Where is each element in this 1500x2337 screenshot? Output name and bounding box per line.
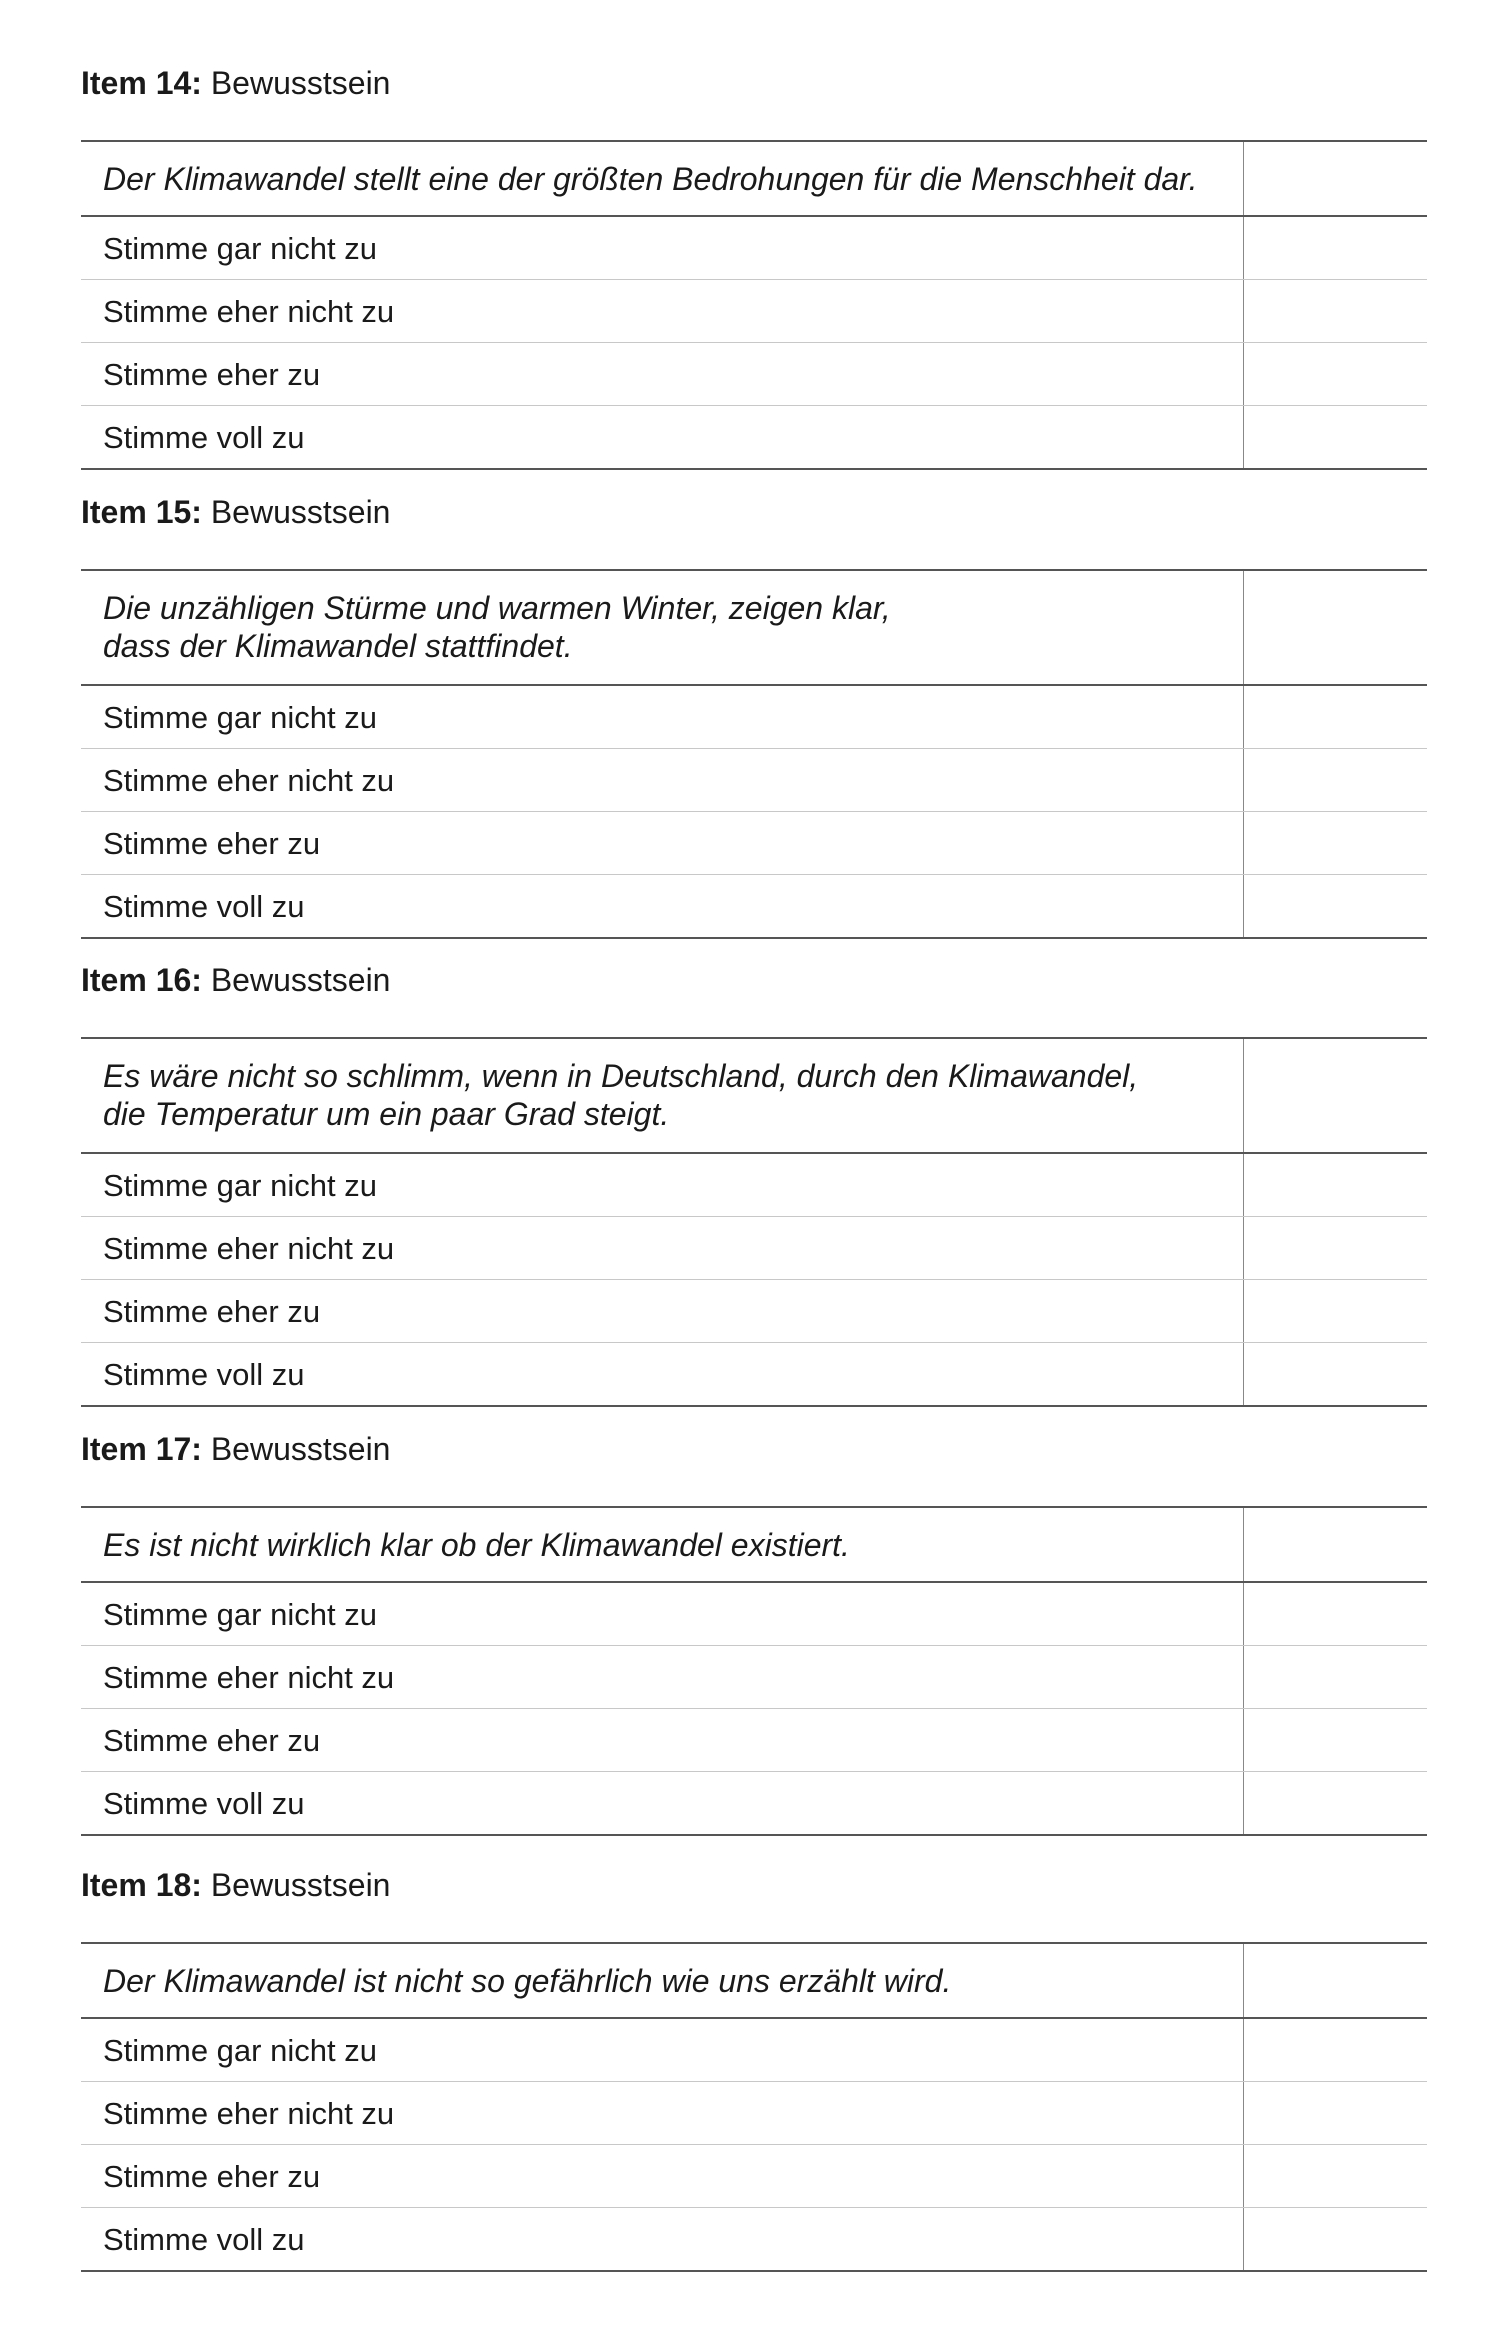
option-label: Stimme gar nicht zu bbox=[103, 1597, 377, 1632]
option-label: Stimme voll zu bbox=[103, 889, 305, 924]
option-label: Stimme eher zu bbox=[103, 357, 321, 392]
response-table bbox=[81, 140, 1427, 470]
option-label: Stimme eher nicht zu bbox=[103, 1660, 395, 1695]
option-row[interactable] bbox=[81, 1279, 1427, 1342]
statement-text bbox=[103, 1057, 1227, 1133]
answer-check-cell[interactable] bbox=[1243, 1583, 1428, 1645]
option-row[interactable] bbox=[81, 215, 1427, 279]
statement-check-cell bbox=[1243, 1039, 1428, 1152]
statement-line: die Temperatur um ein paar Grad steigt. bbox=[103, 1096, 670, 1132]
answer-check-cell[interactable] bbox=[1243, 1709, 1428, 1771]
answer-check-cell[interactable] bbox=[1243, 686, 1428, 748]
item-title bbox=[81, 495, 390, 529]
option-row[interactable] bbox=[81, 811, 1427, 874]
option-row[interactable] bbox=[81, 1342, 1427, 1405]
option-row[interactable] bbox=[81, 1771, 1427, 1834]
statement-row bbox=[81, 1039, 1427, 1152]
answer-check-cell[interactable] bbox=[1243, 280, 1428, 342]
statement-check-cell bbox=[1243, 1508, 1428, 1581]
answer-check-cell[interactable] bbox=[1243, 2208, 1428, 2270]
option-row[interactable] bbox=[81, 405, 1427, 468]
option-row[interactable] bbox=[81, 874, 1427, 937]
statement-check-cell bbox=[1243, 142, 1428, 215]
statement-line: Der Klimawandel ist nicht so gefährlich wie uns erzählt wird. bbox=[103, 1963, 952, 1999]
statement-row bbox=[81, 142, 1427, 215]
answer-check-cell[interactable] bbox=[1243, 875, 1428, 937]
statement-row bbox=[81, 1508, 1427, 1581]
answer-check-cell[interactable] bbox=[1243, 2082, 1428, 2144]
option-label: Stimme eher nicht zu bbox=[103, 294, 395, 329]
answer-check-cell[interactable] bbox=[1243, 812, 1428, 874]
item-title bbox=[81, 1868, 390, 1902]
option-label: Stimme eher zu bbox=[103, 826, 321, 861]
option-row[interactable] bbox=[81, 2144, 1427, 2207]
answer-check-cell[interactable] bbox=[1243, 1343, 1428, 1405]
statement-text bbox=[103, 1526, 1227, 1564]
response-table bbox=[81, 1037, 1427, 1407]
option-row[interactable] bbox=[81, 748, 1427, 811]
statement-check-cell bbox=[1243, 1944, 1428, 2017]
item-label: Item 16: bbox=[81, 962, 202, 998]
answer-check-cell[interactable] bbox=[1243, 343, 1428, 405]
statement-text bbox=[103, 160, 1227, 198]
option-row[interactable] bbox=[81, 1645, 1427, 1708]
answer-check-cell[interactable] bbox=[1243, 2019, 1428, 2081]
statement-line: Der Klimawandel stellt eine der größten Bedrohungen für die Menschheit dar. bbox=[103, 161, 1198, 197]
item-title bbox=[81, 66, 390, 100]
item-title bbox=[81, 1432, 390, 1466]
answer-check-cell[interactable] bbox=[1243, 217, 1428, 279]
statement-line: Es wäre nicht so schlimm, wenn in Deutschland, durch den Klimawandel, bbox=[103, 1058, 1139, 1094]
option-row[interactable] bbox=[81, 2207, 1427, 2270]
answer-check-cell[interactable] bbox=[1243, 1280, 1428, 1342]
item-label: Item 17: bbox=[81, 1431, 202, 1467]
response-table bbox=[81, 569, 1427, 939]
statement-row bbox=[81, 571, 1427, 684]
statement-line: Die unzähligen Stürme und warmen Winter, zeigen klar, bbox=[103, 590, 891, 626]
option-label: Stimme gar nicht zu bbox=[103, 231, 377, 266]
option-row[interactable] bbox=[81, 1216, 1427, 1279]
option-row[interactable] bbox=[81, 279, 1427, 342]
option-label: Stimme eher nicht zu bbox=[103, 2096, 395, 2131]
statement-row bbox=[81, 1944, 1427, 2017]
option-row[interactable] bbox=[81, 2017, 1427, 2081]
answer-check-cell[interactable] bbox=[1243, 406, 1428, 468]
response-table bbox=[81, 1942, 1427, 2272]
option-label: Stimme voll zu bbox=[103, 1786, 305, 1821]
item-title bbox=[81, 963, 390, 997]
option-label: Stimme eher zu bbox=[103, 1294, 321, 1329]
option-label: Stimme voll zu bbox=[103, 420, 305, 455]
option-label: Stimme voll zu bbox=[103, 1357, 305, 1392]
item-category: Bewusstsein bbox=[210, 1431, 391, 1467]
item-label: Item 14: bbox=[81, 65, 202, 101]
item-category: Bewusstsein bbox=[210, 1867, 391, 1903]
option-label: Stimme voll zu bbox=[103, 2222, 305, 2257]
option-row[interactable] bbox=[81, 1581, 1427, 1645]
option-label: Stimme gar nicht zu bbox=[103, 2033, 377, 2068]
option-row[interactable] bbox=[81, 1152, 1427, 1216]
option-row[interactable] bbox=[81, 2081, 1427, 2144]
response-table bbox=[81, 1506, 1427, 1836]
answer-check-cell[interactable] bbox=[1243, 2145, 1428, 2207]
item-category: Bewusstsein bbox=[210, 65, 391, 101]
answer-check-cell[interactable] bbox=[1243, 1217, 1428, 1279]
statement-line: dass der Klimawandel stattfindet. bbox=[103, 628, 573, 664]
answer-check-cell[interactable] bbox=[1243, 1772, 1428, 1834]
statement-check-cell bbox=[1243, 571, 1428, 684]
answer-check-cell[interactable] bbox=[1243, 1154, 1428, 1216]
option-row[interactable] bbox=[81, 684, 1427, 748]
statement-text bbox=[103, 589, 1227, 665]
option-label: Stimme eher zu bbox=[103, 1723, 321, 1758]
item-category: Bewusstsein bbox=[210, 494, 391, 530]
option-label: Stimme eher zu bbox=[103, 2159, 321, 2194]
statement-text bbox=[103, 1962, 1227, 2000]
statement-line: Es ist nicht wirklich klar ob der Klimawandel existiert. bbox=[103, 1527, 850, 1563]
option-label: Stimme eher nicht zu bbox=[103, 763, 395, 798]
item-label: Item 15: bbox=[81, 494, 202, 530]
option-row[interactable] bbox=[81, 342, 1427, 405]
item-label: Item 18: bbox=[81, 1867, 202, 1903]
option-row[interactable] bbox=[81, 1708, 1427, 1771]
item-category: Bewusstsein bbox=[210, 962, 391, 998]
option-label: Stimme gar nicht zu bbox=[103, 1168, 377, 1203]
answer-check-cell[interactable] bbox=[1243, 1646, 1428, 1708]
option-label: Stimme gar nicht zu bbox=[103, 700, 377, 735]
option-label: Stimme eher nicht zu bbox=[103, 1231, 395, 1266]
answer-check-cell[interactable] bbox=[1243, 749, 1428, 811]
